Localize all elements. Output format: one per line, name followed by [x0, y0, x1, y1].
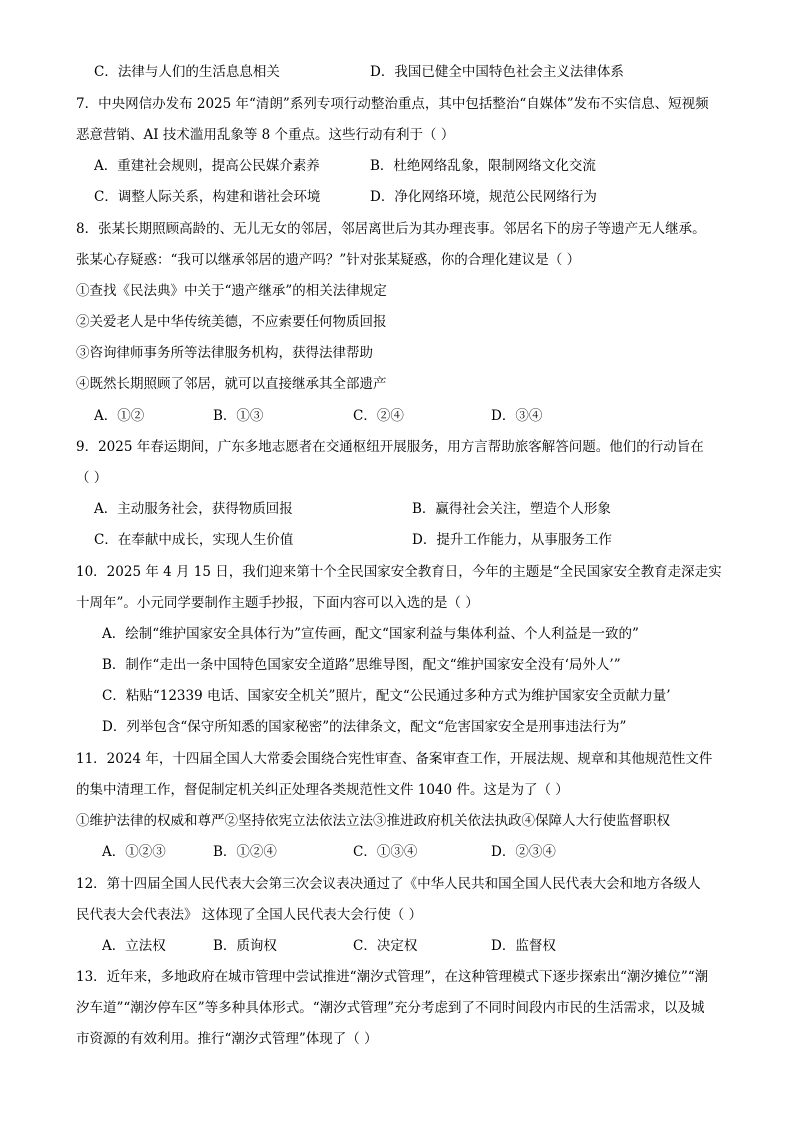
question-9-option-a: A．主动服务社会，获得物质回报 [94, 501, 293, 517]
question-9-option-d: D．提升工作能力，从事服务工作 [412, 532, 612, 548]
question-10-option-d: D．列举包含“保守所知悉的国家秘密”的法律条文，配文“危害国家安全是刑事违法行为” [102, 719, 627, 735]
question-13-stem-line3: 市资源的有效利用。推行“潮汐式管理”体现了（ ） [76, 1031, 378, 1047]
question-8-stem-line1: 8．张某长期照顾高龄的、无儿无女的邻居，邻居离世后为其办理丧事。邻居名下的房子等遗产无人继承。 [76, 221, 706, 237]
question-8-option-c: C．②④ [353, 408, 404, 424]
question-10-option-b: B．制作“走出一条中国特色国家安全道路”思维导图，配文“维护国家安全没有‘局外人’” [102, 657, 621, 673]
question-7-option-a: A．重建社会规则，提高公民媒介素养 [94, 158, 320, 174]
question-11-items: ①维护法律的权威和尊严②坚持依宪立法依法立法③推进政府机关依法执政④保障人大行使监督职权 [76, 813, 670, 829]
question-12-option-a: A．立法权 [102, 938, 166, 954]
question-9-option-c: C．在奉献中成长，实现人生价值 [94, 532, 294, 548]
question-12-option-c: C．决定权 [353, 938, 418, 954]
question-7-option-b: B．杜绝网络乱象，限制网络文化交流 [370, 158, 596, 174]
question-10-stem-line1: 10．2025 年 4 月 15 日，我们迎来第十个全民国家安全教育日，今年的主题是“全民国家安全教育走深走实 [76, 564, 722, 580]
question-7-stem-line1: 7．中央网信办发布 2025 年“清朗”系列专项行动整治重点，其中包括整治“自媒体”发布不实信息、短视频 [76, 96, 709, 112]
question-10-option-c: C．粘贴“12339 电话、国家安全机关”照片，配文“公民通过多种方式为维护国家安全贡献力量’ [102, 688, 671, 704]
question-11-option-d: D．②③④ [491, 844, 556, 860]
question-8-option-a: A．①② [94, 408, 145, 424]
question-11-stem-line1: 11．2024 年，十四届全国人大常委会围绕合宪性审查、备案审查工作，开展法规、规章和其他规范性文件 [76, 751, 713, 767]
question-8-option-b: B．①③ [213, 408, 264, 424]
question-12-option-b: B．质询权 [213, 938, 277, 954]
question-7-option-d: D．净化网络环境，规范公民网络行为 [370, 189, 597, 205]
question-8-item-4: ④既然长期照顾了邻居，就可以直接继承其全部遗产 [76, 376, 387, 392]
question-13-stem-line1: 13．近年来，多地政府在城市管理中尝试推进“潮汐式管理”，在这种管理模式下逐步探索出“潮汐摊位”“潮 [76, 969, 709, 985]
question-12-option-d: D．监督权 [491, 938, 556, 954]
question-8-item-2: ②关爱老人是中华传统美德，不应索要任何物质回报 [76, 314, 387, 330]
option-c: C．法律与人们的生活息息相关 [94, 64, 280, 80]
question-8-stem-line2: 张某心存疑惑：“我可以继承邻居的遗产吗？”针对张某疑惑，你的合理化建议是（ ） [76, 252, 581, 268]
question-8-option-d: D．③④ [491, 408, 543, 424]
question-10-option-a: A．绘制“维护国家安全具体行为”宣传画，配文“国家利益与集体利益、个人利益是一致的” [102, 626, 639, 642]
question-10-stem-line2: 十周年”。小元同学要制作主题手抄报，下面内容可以入选的是（ ） [76, 595, 479, 611]
question-7-stem-line2: 恶意营销、AI 技术滥用乱象等 8 个重点。这些行动有利于（ ） [76, 127, 455, 143]
question-13-stem-line2: 汐车道”“潮汐停车区”等多种具体形式。“潮汐式管理”充分考虑到了不同时间段内市民的生活需求，以及城 [76, 1000, 705, 1016]
question-11-option-c: C．①③④ [353, 844, 418, 860]
question-11-option-a: A．①②③ [102, 844, 166, 860]
question-8-item-1: ①查找《民法典》中关于“遗产继承”的相关法律规定 [76, 283, 387, 299]
question-8-item-3: ③咨询律师事务所等法律服务机构，获得法律帮助 [76, 345, 373, 361]
question-12-stem-line1: 12．第十四届全国人民代表大会第三次会议表决通过了《中华人民共和国全国人民代表大会和地方各级人 [76, 876, 701, 892]
option-d: D．我国已健全中国特色社会主义法律体系 [370, 64, 624, 80]
question-9-option-b: B．赢得社会关注，塑造个人形象 [412, 501, 611, 517]
question-12-stem-line2: 民代表大会代表法》 这体现了全国人民代表大会行使（ ） [76, 907, 423, 923]
question-11-option-b: B．①②④ [213, 844, 277, 860]
question-9-stem-line2: （ ） [76, 470, 108, 486]
question-11-stem-line2: 的集中清理工作，督促制定机关纠正处理各类规范性文件 1040 件。这是为了（ ） [76, 782, 569, 798]
question-7-option-c: C．调整人际关系，构建和谐社会环境 [94, 189, 321, 205]
question-9-stem-line1: 9．2025 年春运期间，广东多地志愿者在交通枢纽开展服务，用方言帮助旅客解答问题。他们的行动旨在 [76, 439, 704, 455]
